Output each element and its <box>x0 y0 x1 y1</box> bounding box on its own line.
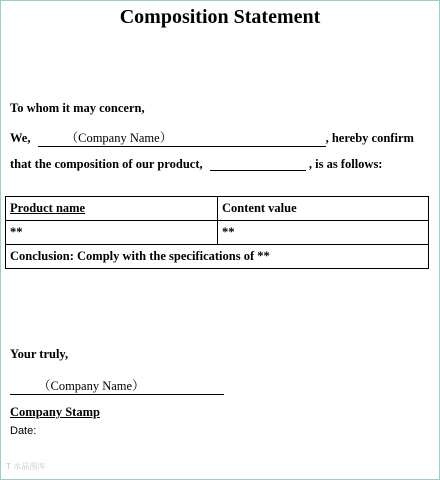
header-content-value: Content value <box>218 197 429 221</box>
we-prefix: We, <box>10 131 31 145</box>
conclusion-text: Conclusion: Comply with the specifications of ** <box>6 245 429 269</box>
watermark: T 水晶图库 <box>6 462 46 471</box>
header-product-name-label: Product name <box>10 201 86 215</box>
composition-prefix: that the composition of our product, <box>10 157 203 171</box>
closing-your-truly: Your truly, <box>10 347 69 361</box>
greeting: To whom it may concern, <box>10 101 145 115</box>
product-name-blank <box>210 156 306 171</box>
cell-product-name: ** <box>6 221 218 245</box>
company-name-field: （Company Name） <box>38 128 326 147</box>
date-label: Date: <box>10 425 37 437</box>
hereby-confirm-text: , hereby confirm <box>325 131 414 145</box>
company-stamp-label: Company Stamp <box>10 405 100 419</box>
signature-company-name: （Company Name） <box>10 376 224 395</box>
header-product-name <box>6 197 218 221</box>
conclusion-row <box>6 245 429 269</box>
table-header-row <box>6 197 429 221</box>
composition-line <box>10 156 382 172</box>
document-title: Composition Statement <box>119 6 321 28</box>
cell-content-value: ** <box>218 221 429 245</box>
company-line <box>10 128 414 147</box>
composition-table <box>5 196 429 269</box>
composition-suffix: , is as follows: <box>308 157 383 171</box>
table-row <box>6 221 429 245</box>
